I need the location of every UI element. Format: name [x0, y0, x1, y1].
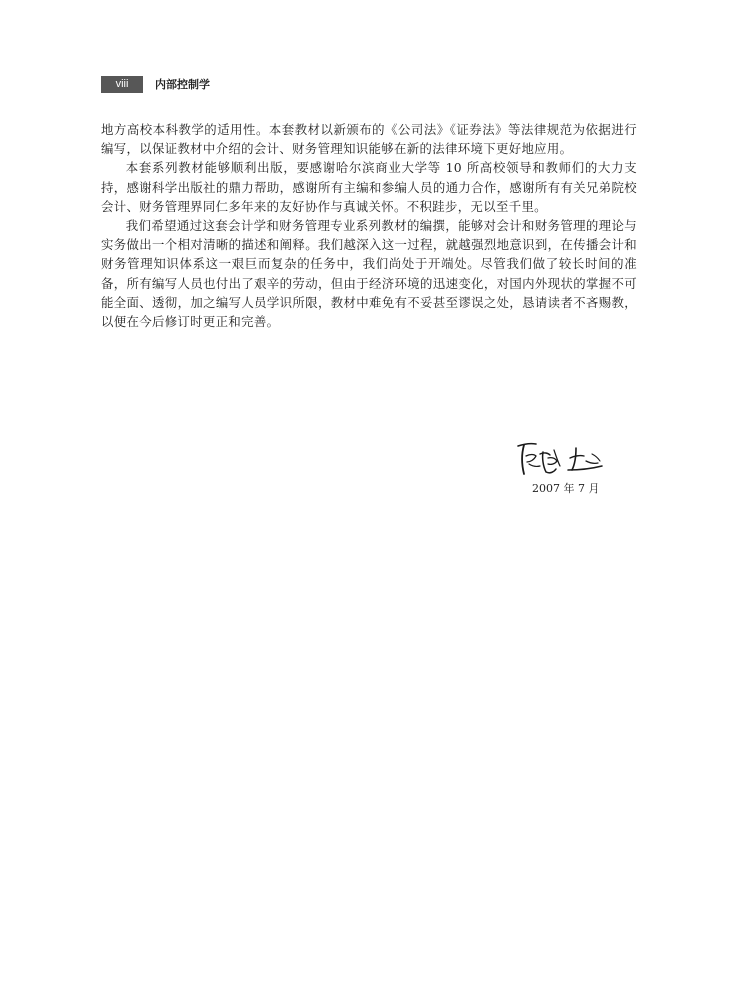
body-text [101, 120, 637, 331]
page-number-badge: viii [101, 76, 143, 93]
paragraph-closing-remarks: 我们希望通过这套会计学和财务管理专业系列教材的编撰，能够对会计和财务管理的理论与实务做出一个相对清晰的描述和阐释。我们越深入这一过程，就越强烈地意识到，在传播会计和财务管理知识体系这一艰巨而复杂的任务中，我们尚处于开端处。尽管我们做了较长时间的准备，所有编写人员也付出了艰辛的劳动，但由于经济环境的迅速变化，对国内外现状的掌握不可能全面、透彻，加之编写人员学识所限，教材中难免有不妥甚至谬误之处，恳请读者不吝赐教，以便在今后修订时更正和完善。 [101, 218, 637, 330]
paragraph-continuation: 地方高校本科教学的适用性。本套教材以新颁布的《公司法》《证券法》等法律规范为依据进行编写，以保证教材中介绍的会计、财务管理知识能够在新的法律环境下更好地应用。 [101, 122, 637, 157]
running-title: 内部控制学 [155, 78, 210, 91]
handwritten-signature [512, 436, 608, 480]
paragraph-acknowledgements: 本套系列教材能够顺利出版，要感谢哈尔滨商业大学等 10 所高校领导和教师们的大力支持，感谢科学出版社的鼎力帮助，感谢所有主编和参编人员的通力合作，感谢所有有关兄弟院校会计、财务管理界同仁多年来的友好协作与真诚关怀。不积跬步，无以至千里。 [101, 160, 637, 214]
signature-date: 2007 年 7 月 [532, 482, 600, 495]
running-header [101, 76, 210, 93]
